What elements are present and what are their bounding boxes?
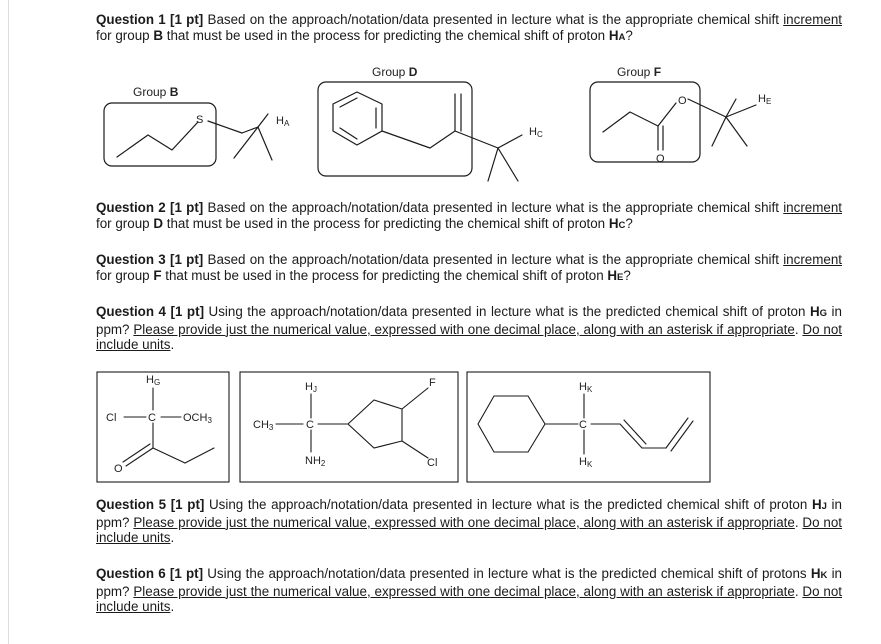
benzene-ring (333, 92, 382, 145)
fluorine-atom: F (429, 377, 436, 389)
question-5-heading: Question 5 [1 pt] (96, 497, 205, 512)
figure-2-molecules (0, 366, 881, 496)
group-b-chain (117, 122, 198, 157)
amino-group: NH2 (305, 455, 326, 468)
question-3: Question 3 [1 pt] Based on the approach/notation/data presented in lecture what is the appropriate chemical shift increment for group F that must be used in the process for predicting the chemical shift of proton HE? (96, 252, 842, 283)
cyclohexane-ring (478, 396, 545, 452)
increment-term: increment (783, 12, 842, 27)
proton-he-label: HE (758, 93, 772, 106)
carbonyl-oxygen-g: O (114, 463, 123, 475)
proton-hk-bottom-label: HK (579, 456, 593, 469)
chlorine-atom-j: Cl (427, 457, 438, 469)
methoxy-group: OCH3 (183, 412, 212, 425)
group-d-label: Group D (372, 65, 418, 79)
group-b-label: Group B (133, 85, 179, 99)
question-6-heading: Question 6 [1 pt] (96, 566, 204, 581)
question-1-heading: Question 1 [1 pt] (96, 12, 204, 27)
chlorine-atom: Cl (106, 412, 117, 424)
methyl-group: CH3 (253, 419, 274, 432)
carbonyl-oxygen: O (656, 153, 665, 165)
increment-term: increment (783, 252, 842, 267)
cyclopentane-ring (348, 400, 402, 448)
instruction-numeric: Please provide just the numerical value, expressed with one decimal place, along with an asterisk if appropriate (133, 321, 795, 337)
question-4-heading: Question 4 [1 pt] (96, 304, 205, 319)
s-c-bond (208, 121, 242, 133)
question-2: Question 2 [1 pt] Based on the approach/notation/data presented in lecture what is the appropriate chemical shift increment for group D that must be used in the process for predicting the chemical shift of proton HC? (96, 200, 842, 231)
group-d-chain (382, 131, 455, 148)
increment-term: increment (783, 200, 842, 215)
question-3-heading: Question 3 [1 pt] (96, 252, 204, 267)
question-2-heading: Question 2 [1 pt] (96, 200, 204, 215)
carbon-atom: C (148, 412, 156, 424)
proton-ha-label: HA (276, 115, 290, 128)
proton-hk-top-label: HK (579, 381, 593, 394)
sulfur-atom: S (196, 114, 204, 126)
ester-oxygen: O (678, 95, 687, 107)
instruction-units: Do not include units (96, 583, 843, 614)
instruction-numeric: Please provide just the numerical value, expressed with one decimal place, along with an asterisk if appropriate (133, 514, 795, 530)
question-5: Question 5 [1 pt] Using the approach/notation/data presented in lecture what is the predicted chemical shift of proton HJ in ppm? Please provide just the numerical value, expressed with one decimal place, along with an asterisk if appropriate. Do not include units. (96, 497, 843, 545)
group-f-label: Group F (617, 65, 662, 79)
question-4: Question 4 [1 pt] Using the approach/notation/data presented in lecture what is the predicted chemical shift of proton HG in ppm? Please provide just the numerical value, expressed with one decimal place, along with an asterisk if appropriate. Do not include units. (96, 304, 843, 352)
instruction-numeric: Please provide just the numerical value, expressed with one decimal place, along with an asterisk if appropriate (133, 583, 795, 599)
question-6: Question 6 [1 pt] Using the approach/notation/data presented in lecture what is the predicted chemical shift of protons HK in ppm? Please provide just the numerical value, expressed with one decimal place, along with an asterisk if appropriate. Do not include units. (96, 566, 843, 614)
group-f-chain (603, 112, 658, 132)
proton-hj-label: HJ (305, 381, 317, 394)
question-1: Question 1 [1 pt] Based on the approach/notation/data presented in lecture what is the appropriate chemical shift increment for group B that must be used in the process for predicting the chemical shift of proton HA? (96, 12, 842, 43)
carbon-atom-j: C (306, 419, 314, 431)
instruction-units: Do not include units (96, 514, 843, 545)
group-b-box (104, 103, 216, 166)
instruction-units: Do not include units (96, 321, 843, 352)
proton-hg-label: HG (146, 374, 161, 387)
figure-1-molecule (0, 0, 881, 200)
proton-hc-label: HC (529, 126, 543, 139)
group-f-box (590, 82, 700, 162)
carbon-atom-k: C (579, 419, 587, 431)
